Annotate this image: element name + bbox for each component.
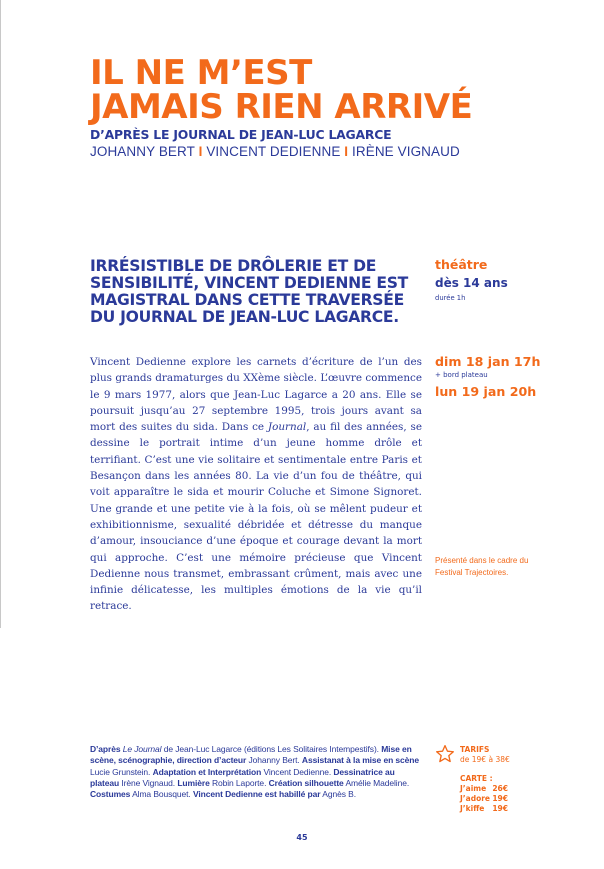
tarifs-range: de 19€ à 38€ xyxy=(460,755,510,764)
credit-text: Irène Vignaud. xyxy=(119,777,178,788)
carte-row xyxy=(460,794,508,803)
artist-credits xyxy=(90,144,460,159)
duration-label: durée 1h xyxy=(435,294,466,302)
artist-name: VINCENT DEDIENNE xyxy=(206,144,341,159)
credit-label: D’après xyxy=(90,744,123,754)
tarifs-block xyxy=(460,745,510,813)
credit-label: Mise en scène, scénographie, direction d’acteur xyxy=(90,744,412,766)
journal-title: Journal xyxy=(267,421,307,434)
tarifs-label: TARIFS xyxy=(460,745,490,754)
credit-separator: I xyxy=(198,144,203,159)
credit-label: Dessinatrice au plateau xyxy=(90,766,395,788)
carte-block xyxy=(460,774,510,813)
show-info xyxy=(435,257,508,302)
carte-name: J’adore xyxy=(460,794,491,803)
genre-label: théâtre xyxy=(435,257,488,272)
credit-label: Vincent Dedienne est habillé par xyxy=(192,789,321,800)
show-title-line-1: IL NE M’EST xyxy=(90,53,312,93)
credit-label: Adaptation et Interprétation xyxy=(152,766,262,777)
artist-name: IRÈNE VIGNAUD xyxy=(352,144,460,159)
credit-text: Johanny Bert. xyxy=(246,755,302,766)
description-paragraph xyxy=(90,354,422,615)
description-text: Vincent Dedienne explore les carnets d’écriture de l’un des plus grands dramaturges du XXème siècle. L’œuvre commence le 9 mars 1977, alors que Jean-Luc Lagarce a 20 ans. Elle se poursuit jusqu’au 27 septembre 1995, trois jours avant sa mort des suites du sida. Dans ce xyxy=(90,356,422,434)
description-text: , au fil des années, se dessine le portrait intime d’un jeune homme drôle et terrifiant. C’est une vie solitaire et sentimentale entre Paris et Besançon dans les années 80. La vie d’un fou de théâtre, qui voit apparaître le sida et mourir Coluche et Simone Signoret. Une grande et une petite vie à la fois, où se mêlent pudeur et exhibitionnisme, sexualité débridée et détresse du manque d’amour, insouciance d’une époque et courage devant la mort qui approche. C’est une mémoire précieuse que Vincent Dedienne nous transmet, embrassant crûment, mais avec une infinie délicatesse, les multiples émotions de la vie qu’il retrace. xyxy=(90,421,422,613)
credit-label: Lumière xyxy=(177,777,210,788)
credit-label: Création silhouette xyxy=(268,777,344,788)
carte-price: 19€ xyxy=(492,804,508,813)
credit-title: Le Journal xyxy=(122,744,162,754)
age-label: dès 14 ans xyxy=(435,276,508,290)
show-subtitle: D’APRÈS LE JOURNAL DE JEAN-LUC LAGARCE xyxy=(90,127,392,142)
show-title xyxy=(90,53,473,127)
carte-row xyxy=(460,784,508,793)
star-outline-icon xyxy=(435,744,455,764)
carte-price: 26€ xyxy=(492,784,508,793)
credit-label: Costumes xyxy=(90,789,131,800)
credit-separator: I xyxy=(344,144,349,159)
artist-name: JOHANNY BERT xyxy=(90,144,195,159)
carte-label: CARTE : xyxy=(460,774,493,783)
show-title-line-2: JAMAIS RIEN ARRIVÉ xyxy=(90,87,473,127)
lead-paragraph: IRRÉSISTIBLE DE DRÔLERIE ET DE SENSIBILITÉ, VINCENT DEDIENNE EST MAGISTRAL DANS CETTE TRAVERSÉE DU JOURNAL DE JEAN-LUC LAGARCE. xyxy=(90,257,408,326)
credit-text: Alma Bousquet. xyxy=(130,789,193,800)
performance-date: lun 19 jan 20h xyxy=(435,384,537,399)
credit-text: Robin Laporte. xyxy=(209,777,269,788)
carte-name: J’aime xyxy=(460,784,487,793)
carte-name: J’kiffe xyxy=(460,804,485,813)
production-credits xyxy=(90,744,423,800)
credit-text: Agnès B. xyxy=(320,789,356,800)
credit-text: de Jean-Luc Lagarce (éditions Les Solitaires Intempestifs). xyxy=(161,744,382,754)
credit-text: Vincent Dedienne. xyxy=(261,766,334,777)
credit-text: Lucie Grunstein. xyxy=(90,766,153,777)
carte-row xyxy=(460,804,508,813)
date-note: + bord plateau xyxy=(435,371,488,379)
credit-text: Amélie Madeline. xyxy=(343,777,410,788)
performance-dates xyxy=(435,354,540,399)
festival-note: Présenté dans le cadre du Festival Trajectoires. xyxy=(435,556,529,577)
credit-label: Assistanat à la mise en scène xyxy=(301,755,420,766)
performance-date: dim 18 jan 17h xyxy=(435,354,541,369)
page-edge-line xyxy=(0,0,1,628)
carte-price: 19€ xyxy=(492,794,508,803)
page-number: 45 xyxy=(296,833,308,842)
